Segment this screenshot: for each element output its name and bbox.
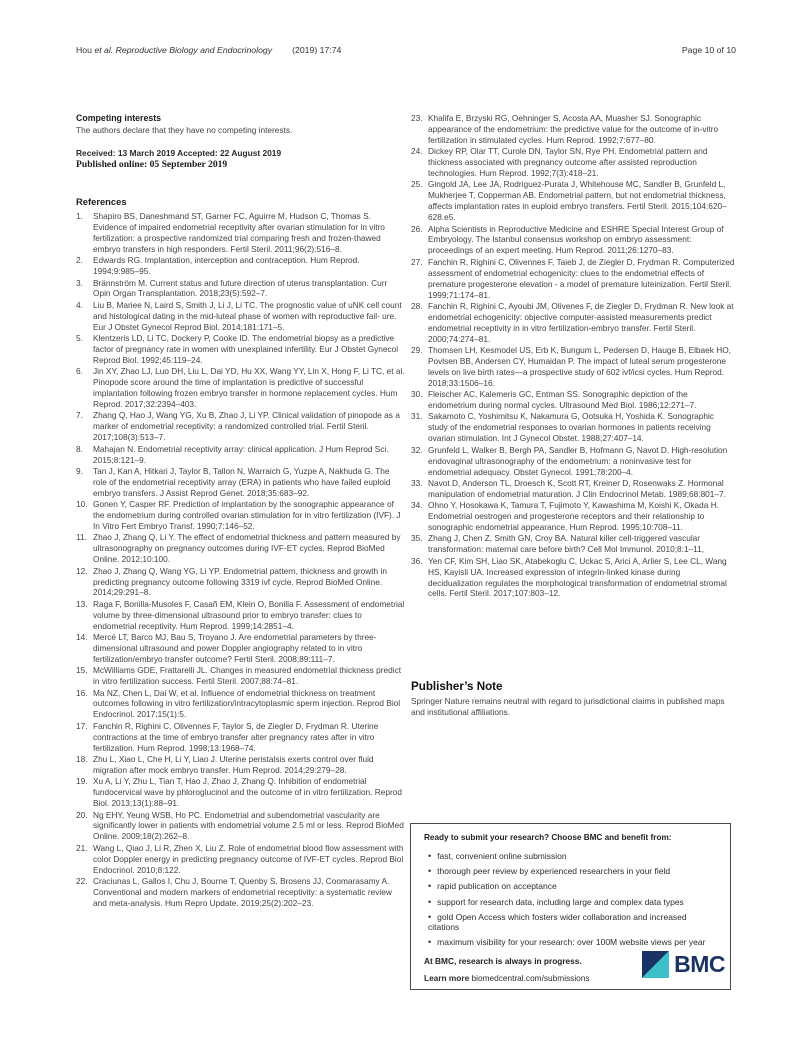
reference-item [76, 721, 405, 754]
reference-item [411, 345, 736, 389]
reference-item [76, 278, 405, 300]
reference-text: Gingold JA, Lee JA, Rodriguez-Purata J, Whitehouse MC, Sandler B, Grunfeld L, Mukherjee T, Copperman AB. Endometrial pattern, but not endometrial thickness, affects implantation rates in euploid embryo transfers. Fertil Steril. 2015;104:620–628.e5. [428, 179, 727, 223]
reference-number: 36. [411, 555, 423, 566]
publisher-note-body: Springer Nature remains neutral with regard to jurisdictional claims in published maps and institutional affiliations. [411, 696, 725, 717]
reference-item [76, 466, 405, 499]
reference-text: Jin XY, Zhao LJ, Luo DH, Liu L, Dai YD, Hu XX, Wang YY, Lin X, Hong F, Li TC, et al. Pinopode score around the time of implantation is predictive of successful implantation following frozen embryo transfer in hormone replacement cycles. Hum Reprod. 2017;32:2394–403. [93, 366, 405, 409]
reference-text: Mercé LT, Barco MJ, Bau S, Troyano J. Are endometrial parameters by three-dimensional ultrasound and power Doppler angiography related to in vitro fertilization/embryo transfer outcome? Fertil Steril. 2008;89:111–7. [93, 632, 377, 664]
reference-text: Ohno Y, Hosokawa K, Tamura T, Fujimoto Y, Kawashima M, Koishi K, Okada H. Endometrial oestrogen and progesterone receptors and their relationship to sonographic endometrial appearance. Hum Reprod. 1995;10:708–11. [428, 500, 719, 533]
reference-text: Zhang J, Chen Z, Smith GN, Croy BA. Natural killer cell-triggered vascular transformation: maternal care before birth? Cell Mol Immunol. 2010;8:1–11, [428, 533, 705, 555]
reference-number: 23. [411, 113, 423, 123]
promo-bullet-list [428, 851, 717, 947]
reference-text: Xu A, Li Y, Zhu L, Tian T, Hao J, Zhao J, Zhang Q. Inhibition of endometrial fundocervical wave by phloroglucinol and the outcome of in vitro fertilization. Reprod Biol. 2013;13(1):88–91. [93, 776, 402, 809]
reference-number: 31. [411, 411, 423, 422]
publisher-note-heading: Publisher’s Note [411, 680, 503, 693]
header-journal-title: et al. Reproductive Biology and Endocrinology [94, 45, 273, 55]
received-accepted-line: Received: 13 March 2019 Accepted: 22 August 2019 [76, 148, 282, 159]
reference-item [411, 389, 736, 411]
learn-more-label: Learn more [424, 972, 470, 983]
reference-item [76, 688, 405, 721]
reference-item [411, 179, 736, 223]
reference-number: 6. [76, 366, 83, 377]
page-number: Page 10 of 10 [681, 45, 736, 55]
reference-number: 11. [76, 532, 87, 543]
reference-item [76, 366, 405, 410]
header-author: Hou [76, 45, 95, 55]
bmc-logo-wordmark: BMC [674, 951, 725, 977]
reference-number: 13. [76, 598, 88, 609]
reference-item [411, 500, 736, 533]
reference-item [76, 843, 405, 876]
reference-text: Navot D, Anderson TL, Droesch K, Scott RT, Kreiner D, Rosenwaks Z. Hormonal manipulation of endometrial maturation. J Clin Endocrinol Metab. 1989;68:801–7. [428, 477, 726, 499]
bmc-promo-box [410, 823, 731, 990]
reference-item [76, 211, 405, 255]
reference-number: 22. [76, 875, 88, 886]
reference-text: Alpha Scientists in Reproductive Medicine and ESHRE Special Interest Group of Embryology. The Istanbul consensus workshop on embryo assessment: proceedings of an expert meeting. Hum Reprod. 2011;26:1270–83. [428, 223, 724, 256]
competing-interests-body: The authors declare that they have no competing interests. [76, 124, 293, 135]
reference-item [76, 499, 405, 532]
reference-item [76, 776, 405, 809]
reference-text: Khalifa E, Brzyski RG, Oehninger S, Acosta AA, Muasher SJ. Sonographic appearance of the endometrium: the predictive value for the outcome of in-vitro fertilization in stimulated cycles. Hum Reprod. 1992;7:677–80. [428, 113, 719, 145]
publisher-note-section [411, 680, 736, 717]
reference-text: Mahajan N. Endometrial receptivity array: clinical application. J Hum Reprod Sci. 2015;8:121–9. [93, 443, 389, 465]
reference-item [411, 146, 736, 179]
reference-item [411, 478, 736, 500]
reference-number: 35. [411, 533, 423, 544]
promo-bullet-item: • rapid publication on acceptance [428, 881, 717, 891]
reference-item [411, 556, 736, 600]
promo-bullet-item: • maximum visibility for your research: over 100M website views per year [428, 937, 717, 947]
left-column [76, 113, 405, 909]
reference-number: 2. [76, 255, 83, 266]
reference-text: Edwards RG. Implantation, interception and contraception. Hum Reprod. 1994;9:985–95. [93, 255, 360, 277]
reference-item [411, 301, 736, 345]
reference-number: 32. [411, 444, 423, 455]
reference-text: Zhang Q, Hao J, Wang YG, Xu B, Zhao J, Li YP. Clinical validation of pinopode as a marker of endometrial receptivity: a randomized controlled trial. Fertil Steril. 2017;108(3):513–7. [93, 410, 400, 443]
reference-item [411, 224, 736, 257]
references-list-right [411, 113, 736, 599]
reference-text: McWilliams GDE, Frattarelli JL. Changes in measured endometrial thickness predict in vitro fertilization success. Fertil Steril. 2007;88:74–81. [93, 665, 402, 687]
reference-number: 14. [76, 632, 88, 643]
submissions-link[interactable]: biomedcentral.com/submissions [471, 972, 590, 983]
reference-text: Liu B, Mariee N, Laird S, Smith J, Li J, Li TC. The prognostic value of uNK cell count and histological dating in the mid-luteal phase of women with reproductive fail- ure. Eur J Obstet Gynecol Reprod Biol. 2014;181:171–5. [93, 299, 402, 332]
references-list-left [76, 211, 405, 909]
reference-text: Grunfeld L, Walker B, Bergh PA, Sandler B, Hofmann G, Navot D. High-resolution endovaginal ultrasonography of the endometrium: a noninvasive test for endometrial adequacy. Obstet Gynecol. 1991;78:200–4. [428, 444, 728, 477]
reference-text: Tan J, Kan A, Hitkari J, Taylor B, Tallon N, Warraich G, Yuzpe A, Nakhuda G. The role of the endometrial receptivity array (ERA) in patients who have failed euploid embryo transfers. J Assist Reprod Genet. 2018;35:683–92. [93, 465, 391, 498]
promo-bullet-item: • fast, convenient online submission [428, 851, 717, 861]
reference-item [76, 599, 405, 632]
reference-item [76, 810, 405, 843]
reference-item [411, 257, 736, 301]
reference-text: Zhu L, Xiao L, Che H, Li Y, Liao J. Uterine peristalsis exerts control over fluid migration after mock embryo transfer. Hum Reprod. 2014;29:279–28. [93, 754, 374, 775]
reference-item [411, 411, 736, 444]
reference-number: 8. [76, 443, 83, 454]
reference-text: Shapiro BS, Daneshmand ST, Garner FC, Aguirre M, Hudson C, Thomas S. Evidence of impaired endometrial receptivity after ovarian stimulation for in vitro fertilization: a prospective randomized trial comparing fresh and frozen-thawed embryo transfers in high responders. Fertil Steril. 2011;96(2):516–8. [93, 211, 385, 254]
reference-text: Sakamoto C, Yoshimitsu K, Nakamura G, Ootsuka H, Yoshida K. Sonographic study of the endometrial responses to ovarian hormones in patients receiving ovarian stimulation. Int J Gynecol Obstet. 1988;27:407–14. [428, 411, 714, 444]
promo-bullet-item: • gold Open Access which fosters wider collaboration and increased citations [428, 912, 717, 932]
reference-item [76, 632, 405, 665]
reference-item [76, 665, 405, 687]
reference-number: 27. [411, 256, 423, 267]
reference-item [76, 444, 405, 466]
reference-text: Ng EHY, Yeung WSB, Ho PC. Endometrial and subendometrial vascularity are significantly lower in patients with endometrial volume 2.5 ml or less. Reprod BioMed Online. 2009;18(2):262–8. [93, 809, 404, 842]
page-header [76, 45, 736, 55]
published-online-line: Published online: 05 September 2019 [76, 159, 228, 171]
reference-text: Fanchin R, Righini C, Ayoubi JM, Olivenes F, de Ziegler D, Frydman R. New look at endometrial echogenicity: objective computer-assisted measurements predict endometrial receptivity in in vitro fertilization-embryo transfer. Fertil Steril. 2000;74:274–81. [428, 300, 734, 344]
reference-number: 28. [411, 300, 423, 311]
reference-text: Klentzeris LD, Li TC, Dockery P, Cooke ID. The endometrial biopsy as a predictive factor of pregnancy rate in women with unexplained infertility. Eur J Obstet Gynecol Reprod Biol. 1992;45:119–24. [93, 333, 399, 365]
reference-item [76, 566, 405, 599]
reference-number: 25. [411, 179, 423, 190]
reference-number: 12. [76, 565, 88, 576]
dates-block [76, 148, 405, 171]
reference-number: 9. [76, 465, 83, 476]
reference-text: Gonen Y, Casper RF. Prediction of implantation by the sonographic appearance of the endometrium during controlled ovarian stimulation for in vitro fertilization (IVF). J In Vitro Fert Embryo Transf. 1990;7:146–52. [93, 499, 401, 531]
reference-number: 29. [411, 345, 423, 356]
reference-item [76, 333, 405, 366]
reference-item [411, 113, 736, 146]
reference-number: 5. [76, 333, 83, 344]
references-heading: References [76, 196, 127, 208]
reference-number: 26. [411, 223, 423, 234]
reference-number: 34. [411, 500, 423, 511]
reference-number: 20. [76, 809, 88, 820]
competing-interests-heading: Competing interests [76, 113, 162, 123]
header-volume-citation: (2019) 17:74 [292, 45, 342, 55]
reference-text: Ma NZ, Chen L, Dai W, et al. Influence of endometrial thickness on treatment outcomes following in vitro fertilization/intracytoplasmic sperm injection. Reprod Biol Endocrinol. 2017;15(1):5. [93, 687, 401, 720]
reference-number: 33. [411, 477, 423, 488]
reference-number: 24. [411, 146, 423, 157]
reference-text: Yen CF, Kim SH, Liao SK, Atabekoglu C, Uckac S, Arici A, Arlier S, Lee CL, Wang HS, Kayisli UA. Increased expression of integrin-linked kinase during decidualization regulates the morphological transformation of endometrial stromal cells. Fertil Steril. 2017;107:803–12. [428, 555, 727, 599]
reference-text: Fanchin R, Righini C, Olivennes F, Taieb J, de Ziegler D, Frydman R. Computerized assessment of endometrial echogenicity: clues to the endometrial effects of premature progesterone elevation - a model of premature luteinization. Fertil Steril. 1999;71:174–81. [428, 256, 735, 300]
reference-number: 3. [76, 277, 83, 288]
reference-text: Raga F, Bonilla-Musoles F, Casañ EM, Klein O, Bonilla F. Assessment of endometrial volume by three-dimensional ultrasound prior to embryo transfer: clues to endometrial receptivity. Hum Reprod. 1999;14:2851–4. [93, 598, 405, 631]
promo-bullet-item: • support for research data, including large and complex data types [428, 897, 717, 907]
reference-number: 7. [76, 410, 83, 421]
reference-text: Fleischer AC, Kalemeris GC, Entman SS. Sonographic depiction of the endometrium during normal cycles. Ultrasound Med Biol. 1986;12:271–7. [428, 389, 697, 411]
reference-text: Wang L, Qiao J, Li R, Zhen X, Liu Z. Role of endometrial blood flow assessment with color Doppler energy in predicting pregnancy outcome of IVF-ET cycles. Reprod Biol Endocrinol. 2010;8:122. [93, 842, 404, 875]
reference-number: 4. [76, 299, 83, 310]
bmc-logo-mark-icon [642, 951, 669, 978]
promo-bullet-item: • thorough peer review by experienced researchers in your field [428, 866, 717, 876]
reference-number: 15. [76, 665, 88, 676]
reference-number: 19. [76, 776, 88, 787]
reference-text: Zhao J, Zhang Q, Li Y. The effect of endometrial thickness and pattern measured by ultrasonography on pregnancy outcomes during IVF-ET cycles. Reprod BioMed Online. 2012;10:100. [93, 532, 401, 565]
reference-text: Brännström M. Current status and future direction of uterus transplantation. Curr Opin Organ Transplantation. 2018;23(5):592–7. [93, 277, 388, 299]
journal-citation [76, 45, 341, 55]
reference-item [76, 410, 405, 443]
reference-number: 16. [76, 687, 88, 698]
reference-number: 17. [76, 720, 88, 731]
promo-heading: Ready to submit your research? Choose BMC and benefit from: [424, 833, 672, 842]
reference-item [76, 300, 405, 333]
bmc-logo [642, 951, 725, 978]
reference-text: Thomsen LH, Kesmodel US, Erb K, Bungum L, Pedersen D, Hauge B, Elbaek HO, Povlsen BB, Andersen CY, Humaidan P. The impact of luteal serum progesterone levels on live birth rates—a prospective study of 602 ivf/icsi cycles. Hum Reprod. 2018;33:1506–16. [428, 345, 731, 388]
reference-number: 21. [76, 842, 88, 853]
reference-item [76, 532, 405, 565]
reference-item [411, 445, 736, 478]
reference-item [76, 876, 405, 909]
reference-item [411, 533, 736, 555]
reference-number: 30. [411, 389, 423, 400]
reference-number: 10. [76, 499, 88, 510]
reference-item [76, 754, 405, 776]
reference-number: 1. [76, 211, 83, 222]
right-column [411, 113, 736, 600]
reference-text: Fanchin R, Righini C, Olivennes F, Taylor S, de Ziegler D, Frydman R. Uterine contractions at the time of embryo transfer alter pregnancy rates after in vitro fertilization. Hum Reprod. 1998;13:1968–74. [93, 720, 379, 753]
reference-text: Zhao J, Zhang Q, Wang YG, Li YP. Endometrial pattern, thickness and growth in predicting pregnancy outcome following 3319 ivf cycle. Reprod BioMed Online. 2014;29:291–8. [93, 565, 387, 598]
reference-item [76, 255, 405, 277]
reference-text: Craciunas L, Gallos I, Chu J, Bourne T, Quenby S, Brosens JJ, Coomarasamy A. Conventional and modern markers of endometrial receptivity: a systematic review and meta-analysis. Hum Repro Update. 2019;25(2):202–23. [93, 875, 392, 908]
promo-tagline: At BMC, research is always in progress. [424, 955, 582, 966]
reference-text: Dickey RP, Olar TT, Curole DN, Taylor SN, Rye PH. Endometrial pattern and thickness associated with pregnancy outcome after assisted reproduction technologies. Hum Reprod. 1992;7(3):418–21. [428, 146, 708, 179]
reference-number: 18. [76, 754, 88, 764]
